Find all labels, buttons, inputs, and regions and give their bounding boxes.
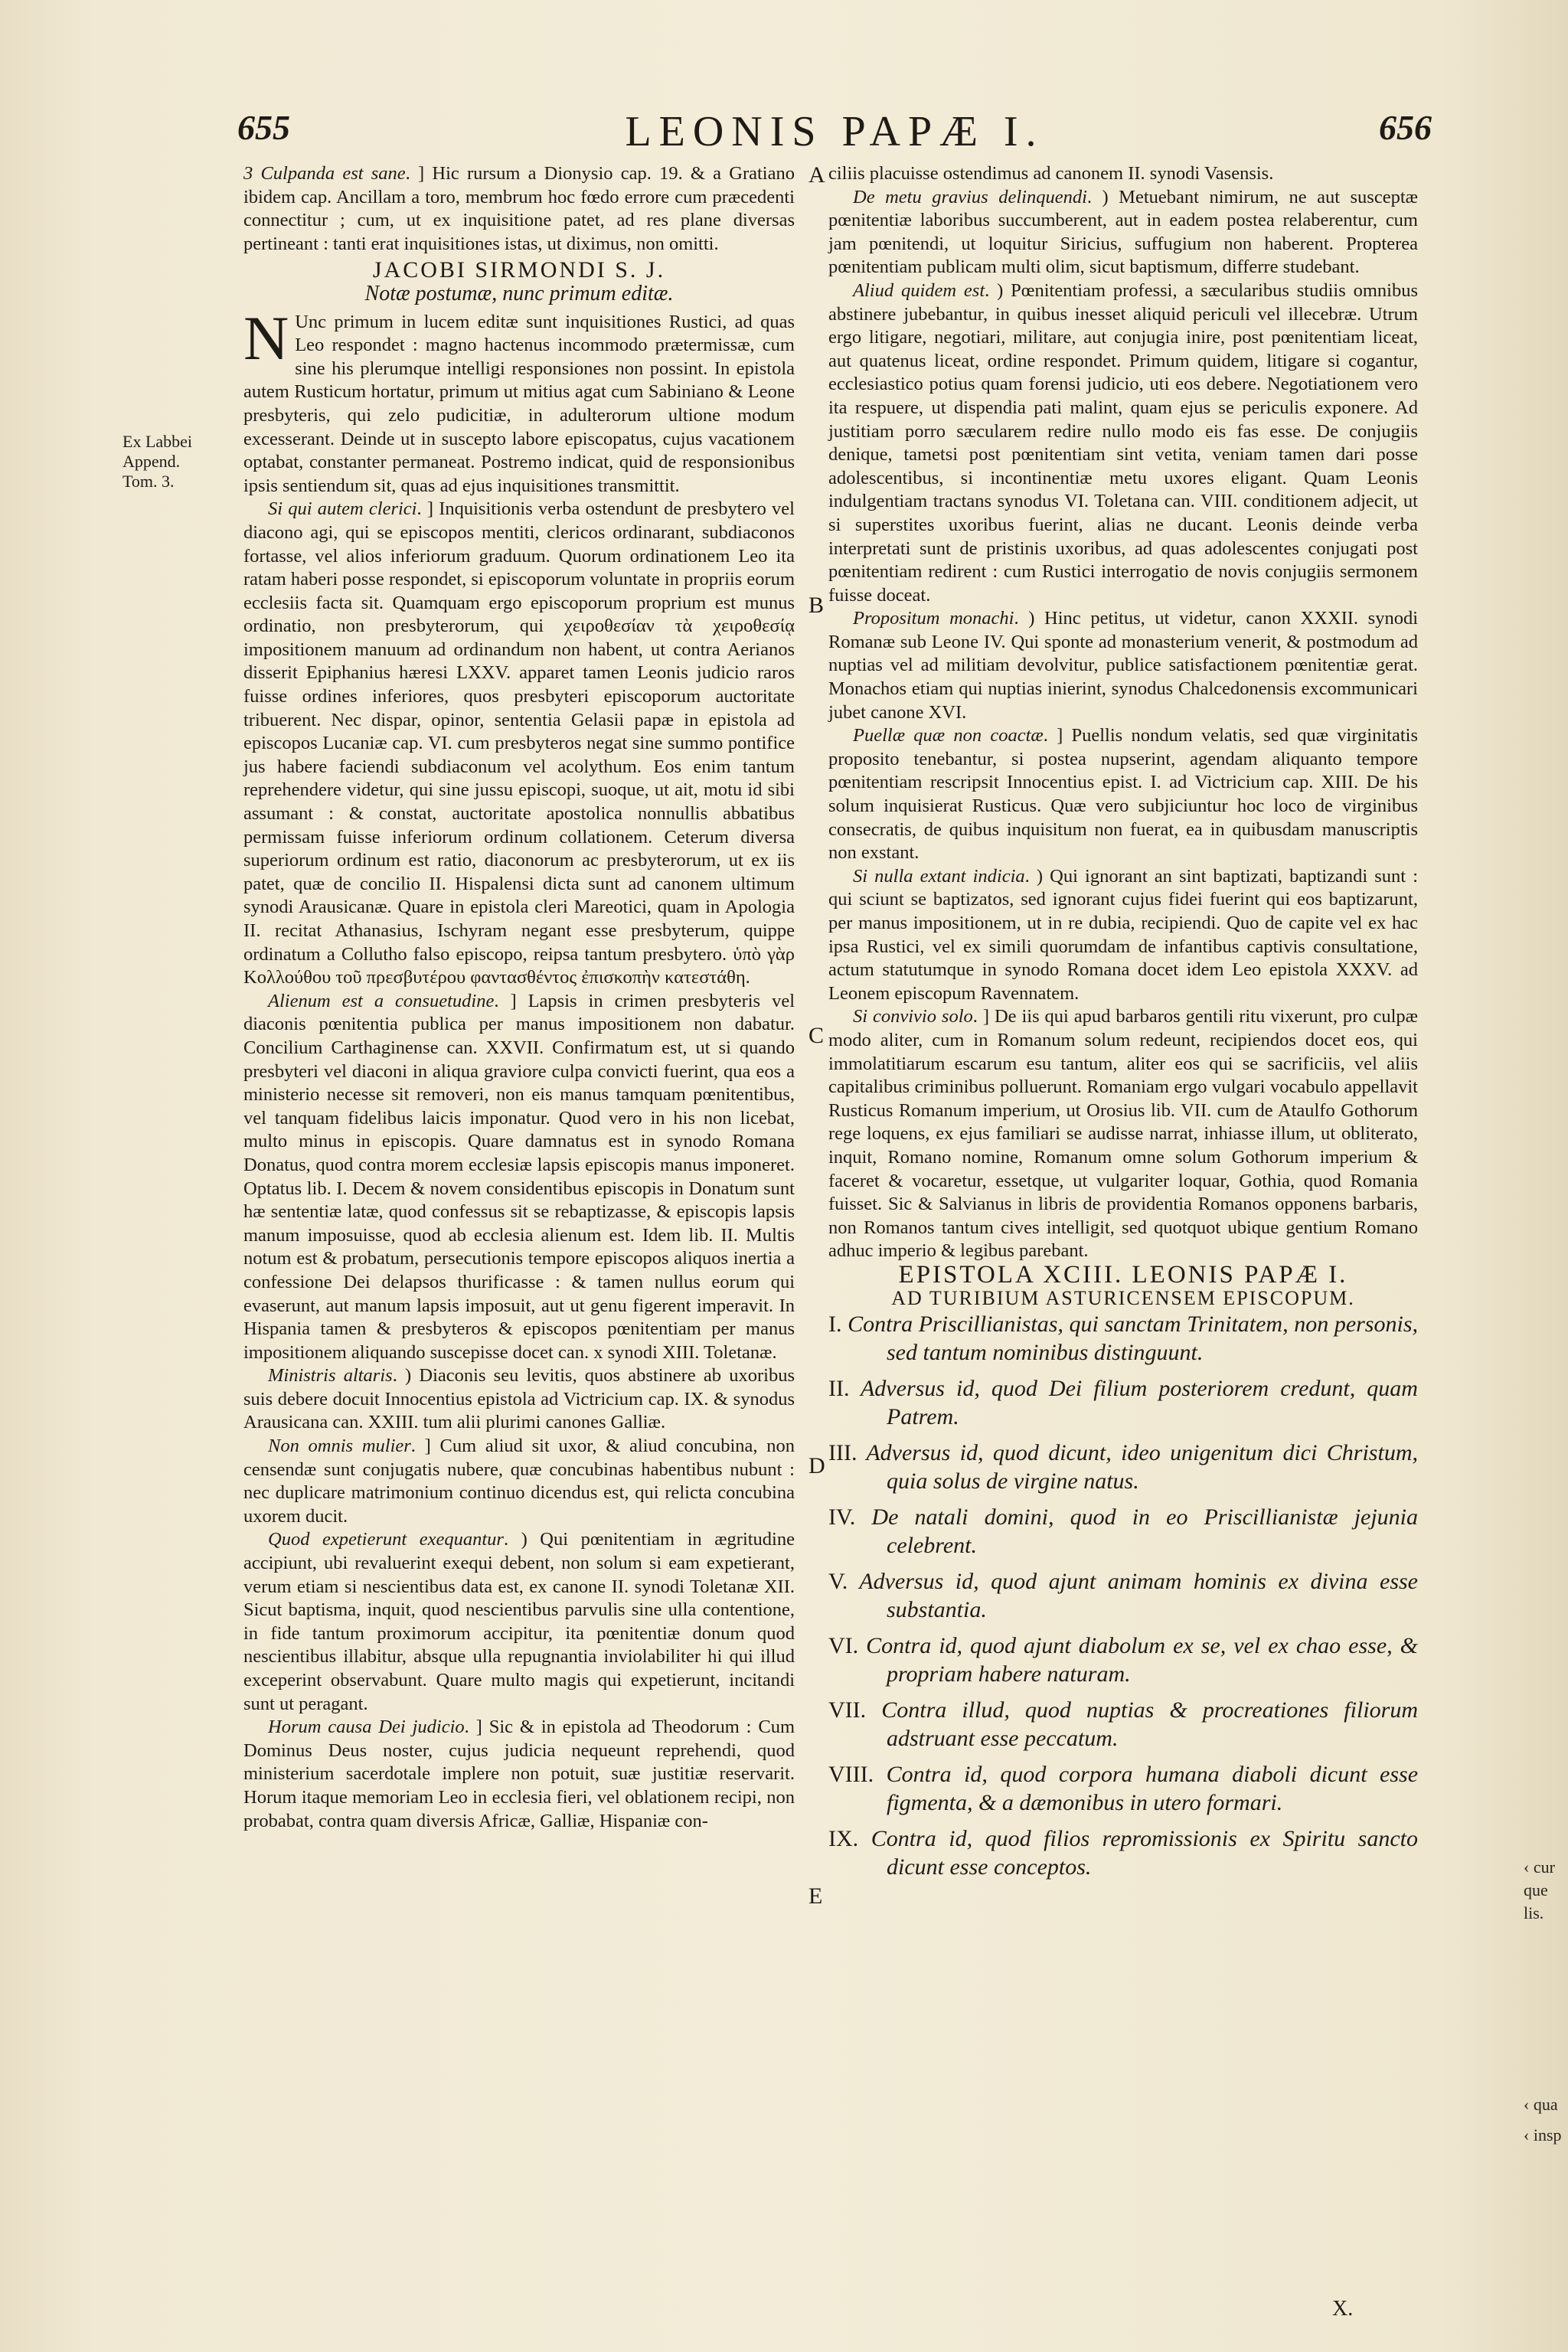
drop-cap: N [243,302,289,373]
note-paragraph [243,498,795,989]
margin-note: Ex Labbei Append. Tom. 3. [122,432,193,491]
note-paragraph [828,279,1418,607]
note-paragraph [243,990,795,1365]
chapter-item [828,1760,1418,1817]
chapter-text: Contra id, quod ajunt diabolum ex se, vel ex chao esse, & propriam habere naturam. [866,1633,1418,1687]
facing-page-fragment: ‹ insp [1524,2125,1562,2145]
note-text: . ) Hinc petitus, ut videtur, canon XXXII. synodi Romanæ sub Leone IV. Qui sponte ad monasterium venerit, & postmodum ad nuptias vel ad militiam devolvitur, publice satisfactionem pœnitentiæ gerat. Monachos etiam qui nuptias inierint, synodus Chalcedonensis excommunicari jubet canone XVI. [828,608,1418,723]
epistola-subtitle: AD TURIBIUM ASTURICENSEM EPISCOPUM. [891,1286,1355,1309]
lemma: 3 Culpanda est sane [243,163,406,184]
chapter-item [828,1567,1418,1624]
note-text: . ) Pœnitentiam professi, a sæcularibus studiis omnibus abstinere jubebantur, in quibus inesset aliquid periculi vel illecebræ. Utrum ergo litigare, negotiari, militare, aut conjugia inire, post pœnitentiam liceat, aut quatenus liceat, ordine respondet. Primum quidem, litigare si cogantur, ecclesiastico potius quam forensi judicio, uti eos debere. Negotiationem vero ita respuere, ut dispendia pati malint, quam ejus se periculis exponere. Ad justitiam porro sæcularem redire nullo modo eis fas esse. De conjugiis denique, tametsi post pœnitentiam sint vetita, veniam tamen dari posse adolescentibus, si incontinentiæ metu uxores eligant. Quam Leonis indulgentiam tractans synodus VI. Toletana can. VIII. conditionem adjecit, ut si superstites uxoribus fuerint, alias ne ducant. Leonis deinde verba interpretati sunt de pristinis uxoribus, ad quas adolescentes conjugati post pœnitentiam redirent : cum Rustici interrogatio de novis conjugiis sermonem fuisse doceat. [828,279,1418,606]
chapter-number: I. [828,1312,842,1338]
chapter-text: Adversus id, quod Dei filium posteriorem credunt, quam Patrem. [860,1376,1418,1430]
chapter-item [828,1374,1418,1431]
running-title: LEONIS PAPÆ I. [625,108,1044,155]
lemma: Alienum est a consuetudine [268,990,495,1011]
note-text: . ] Puellis nondum velatis, sed quæ virginitatis proposito tenebantur, si postea nupserint, agendam aliquanto tempore pœnitentiam rescripsit Innocentius epist. I. ad Victricium cap. XIII. De his solum inquisierat Rusticus. Quæ vero subjiciuntur hoc loco de virginibus consecratis, de quibus inquisitum non fuerat, ea in quibusdam manuscriptis non exstant. [828,725,1418,864]
note-text: . ) Metuebant nimirum, ne aut susceptæ pœnitentiæ laboribus succumberent, aut in eadem postea relaberentur, cum jam pœnitendi, ut loquitur Siricius, suffugium non haberent. Propterea pœnitentiam publicam multi olim, sicut baptismum, differre studebant. [828,186,1418,278]
margin-letter-b: B [808,593,825,618]
catchword: X. [1332,2297,1354,2321]
margin-letter-e: E [808,1883,823,1909]
lemma: Si nulla extant indicia [853,865,1025,887]
note-paragraph [828,724,1418,865]
note-paragraph [828,1005,1418,1263]
chapter-number: V. [828,1569,848,1595]
author-heading: JACOBI SIRMONDI S. J. [372,257,666,283]
chapter-text: Adversus id, quod dicunt, ideo unigenitum dici Christum, quia solus de virgine natus. [866,1440,1418,1494]
note-paragraph [828,607,1418,724]
note-text: . ) Diaconis seu levitis, quos abstinere ab uxoribus suis debere docuit Innocentius epistola ad Victricium cap. IX. & synodus Arausicana can. XXIII. tum alii plurimi canones Galliæ. [243,1365,795,1433]
chapter-item [828,1696,1418,1753]
note-paragraph [243,1716,795,1833]
note-text: . ] Inquisitionis verba ostendunt de presbytero vel diacono agi, qui se episcopos mentiti, clericos ordinarant, subdiaconos fortasse, vel alios inferiorum graduum. Quorum ordinationem Leo ita ratam haberi posse respondet, si episcoporum voluntate in propriis eorum ecclesiis facta sit. Quamquam ergo episcoporum proprium est munus ordinatio, non presbyterorum, qui χειροθεσίαν τὰ χειροθεσίᾳ impositionem manuum ad ordinandum non habent, ut contra Aerianos disserit Epiphanius hæresi LXXV. apparet tamen Leonis judicio raros fuisse ordines inferiores, quos presbyteri episcoporum auctoritate tribuerent. Nec dispar, opinor, sententia Gelasii papæ in epistola ad episcopos Lucaniæ cap. VI. cum presbyteros negat sine summo pontifice jus habere faciendi subdiaconum vel acolythum. Eos enim tantum reprehendere videtur, qui sine jussu episcopi, suoque, ut ait, motu id sibi assumant : & constat, auctoritate apostolica nonnullis abbatibus permissam fuisse inferiorum ordinum collationem. Ceterum diversa superiorum ordinum est ratio, diaconorum ac presbyterorum, ut ex iis patet, quæ de concilio II. Hispalensi dicta sunt ad canonem ultimum synodi Arausicanæ. Quare in epistola cleri Mareotici, quam in Apologia II. recitat Athanasius, Ischyram negant esse presbyterum, quippe ordinatum a Collutho falso episcopo, reipsa tantum presbytero. ὑπὸ γὰρ Κολλούθου τοῦ πρεσβυτέρου φαντασθέντος ἐπισκοπὴν κατεστάθη. [243,498,795,988]
chapter-number: VIII. [828,1762,874,1788]
margin-letter-d: D [808,1453,825,1478]
chapter-text: Contra id, quod filios repromissionis ex Spiritu sancto dicunt esse conceptos. [871,1826,1419,1880]
note-text: . ] Lapsis in crimen presbyteris vel diaconis pœnitentia publica per manus impositionem non dabatur. Concilium Carthaginense can. XXVII. Confirmatum est, ut si quando presbyteri vel diaconi in aliqua graviore culpa convicti fuerint, qua eos a ministerio necesse sit removeri, non eis manus tamquam pœnitentibus, vel tanquam fidelibus laicis imponatur. Quod vero in his non licebat, multo minus in episcopis. Quare damnatus est in synodo Romana Donatus, quod contra morem ecclesiæ lapsis episcopis manus imponeret. Optatus lib. I. Decem & novem considentibus episcopis in Donatum sunt hæ sententiæ latæ, quod confessus sit se rebaptizasse, & episcopis lapsis manum imposuisse, quod ab ecclesia alienum est. Idem lib. II. Multis notum est & probatum, persecutionis tempore episcopos aliquos inertia a confessione Dei delapsos thurificasse : & tamen nullus eorum qui evaserunt, aut manum lapsis imposuit, aut ut genu figerent imperavit. In Hispania tamen & presbyteros & episcopos pœnitentiam per manus impositionem aliquando suscepisse docet can. x synodi XIII. Toletanæ. [243,990,795,1363]
lemma: Aliud quidem est [853,279,985,301]
notes-subtitle: Notæ postumæ, nunc primum editæ. [364,281,674,305]
note-paragraph [243,1364,795,1435]
facing-page-fragment: ‹ cur [1524,1857,1555,1877]
facing-page-fragment: lis. [1524,1903,1544,1922]
intro-paragraph [243,302,795,498]
intro-text: Unc primum in lucem editæ sunt inquisitiones Rustici, ad quas Leo respondet : magno hactenus incommodo prætermissæ, cum sine his plerumque intelligi responsiones non possint. In epistola autem Rusticum hortatur, primum ut mitius agat cum Sabiniano & Leone presbyteris, qui zelo pudicitiæ, in adulterorum ultione modum excesserant. Deinde ut in suscepto labore episcopatus, cujus vacationem optabat, constanter permaneat. Postremo indicat, quid de responsionibus ipsis sentiendum sit, quas ad ejus inquisitiones transmittit. [243,311,795,496]
note-paragraph [828,186,1418,279]
lemma: De metu gravius delinquendi [853,186,1087,207]
note-paragraph [828,865,1418,1006]
note-text: . ) Qui ignorant an sint baptizati, baptizandi sunt : qui sciunt se baptizatos, sed ignorant cujus fidei fuerint qui eos baptizarunt, per manus impositionem, ut in re dubia, recipiendi. Quo de capite vel ex hac ipsa Rustici, vel ex simili quorumdam de infantibus captivis consultatione, actum statutumque in synodo Romana docet idem Leo epistola XXXV. ad Leonem episcopum Ravennatem. [828,865,1418,1004]
epistola-title: EPISTOLA XCIII. LEONIS PAPÆ I. [898,1260,1348,1289]
note-text: . ] Sic & in epistola ad Theodorum : Cum Dominus Deus noster, cujus judicia nequeunt reprehendi, quod ministerium sacerdotale implere non potuit, suæ justitiæ reservarit. Horum itaque memoriam Leo in ecclesia fieri, vel oblationem recipi, non probabat, contra quam diversis Africæ, Galliæ, Hispaniæ con- [243,1717,795,1831]
chapter-item [828,1310,1418,1367]
chapter-text: Contra illud, quod nuptias & procreationes filiorum adstruant esse peccatum. [881,1697,1418,1752]
lemma: Si convivio solo [853,1006,973,1027]
chapter-item [828,1503,1418,1560]
page-number-left: 655 [237,108,290,147]
lemma: Non omnis mulier [268,1436,411,1457]
chapter-list [828,1310,1418,1881]
lemma: Puellæ quæ non coactæ [853,725,1044,746]
chapter-number: III. [828,1440,858,1466]
chapter-text: Adversus id, quod ajunt animam hominis ex divina esse substantia. [859,1569,1418,1623]
right-column [828,162,1418,1889]
chapter-number: VI. [828,1633,859,1659]
left-column [243,162,795,1833]
note-paragraph [243,1435,795,1528]
chapter-item [828,1632,1418,1688]
note-paragraph [243,162,795,256]
chapter-item [828,1824,1418,1881]
lemma: Horum causa Dei judicio [268,1717,465,1738]
chapter-number: IV. [828,1504,856,1530]
chapter-number: II. [828,1376,850,1402]
lemma: Si qui autem clerici [268,498,417,520]
chapter-text: Contra id, quod corpora humana diaboli dicunt esse figmenta, & a dæmonibus in utero formari. [886,1762,1419,1816]
chapter-text: De natali domini, quod in eo Priscillianistæ jejunia celebrent. [871,1504,1419,1559]
note-paragraph [243,1528,795,1716]
lemma: Ministris altaris [268,1365,393,1387]
page-header [237,107,1432,168]
chapter-text: Contra Priscillianistas, qui sanctam Trinitatem, non personis, sed tantum nominibus distinguunt. [848,1312,1418,1366]
facing-page-fragment: ‹ qua [1524,2095,1558,2114]
margin-letter-a: A [808,162,825,188]
note-text: . ] De iis qui apud barbaros gentili ritu vixerunt, pro culpæ modo aliter, cum in Romanum solum redeunt, recipiendos docet eos, qui immolatitiarum escarum esu tantum, aliter eos qui se sacrificiis, vel aliis capitalibus criminibus polluerunt. Romaniam ergo vulgari vocabulo appellavit Rusticus Romanum imperium, ut Orosius lib. VII. cum de Ataulfo Gothorum rege loquens, ex ejus familiari se audisse narrat, inhiasse illum, ut obliterato, inquit, Romano nomine, Romanum omne solum Gothorum imperium & faceret & vocaretur, essetque, ut vulgariter loquar, Gothia, quod Romania fuisset. Sic & Salvianus in libris de providentia Romanos opponens barbaris, non Romanos tantum cives intelligit, sed quotquot ubique gentium Romano adhuc imperio & legibus parebant. [828,1006,1419,1262]
chapter-number: IX. [828,1826,859,1852]
note-text: . ] Cum aliud sit uxor, & aliud concubina, non censendæ sunt conjugatis nubere, quæ concubinas habentibus nubunt : nec duplicare matrimonium continuo dicendus est, qui relicta concubina uxorem ducit. [243,1436,795,1527]
page-number-right: 656 [1379,108,1432,147]
chapter-item [828,1439,1418,1495]
chapter-number: VII. [828,1697,867,1723]
lemma: Quod expetierunt exequantur [268,1529,504,1550]
note-text: . ] Hic rursum a Dionysio cap. 19. & a Gratiano ibidem cap. Ancillam a toro, membrum hoc fœdo errore cum præcedenti connectitur ; cum, ut ex inquisitione patet, ad res plane diversas pertineant : tanti erat inquisitiones istas, ut diximus, non omitti. [243,163,795,254]
margin-letter-c: C [808,1023,825,1048]
lemma: Propositum monachi [853,608,1014,629]
facing-page-fragment: que [1524,1880,1548,1900]
note-paragraph: ciliis placuisse ostendimus ad canonem II. synodi Vasensis. [828,163,1274,184]
note-text: . ) Qui pœnitentiam in ægritudine accipiunt, ubi revaluerint exequi debent, non solum si eam expetierant, verum etiam si nescientibus data est, ex canone II. synodi Toletanæ XII. Sicut baptisma, inquit, quod nescientibus parvulis sine ulla contentione, in fide tantum proximorum accipitur, ita pœnitentiæ donum quod nescientibus illabitur, absque ulla repugnantia inviolabiliter hi qui illud exceperint observabunt. Quare multo magis qui expetierunt, incitandi sunt ut peragant. [243,1529,795,1714]
